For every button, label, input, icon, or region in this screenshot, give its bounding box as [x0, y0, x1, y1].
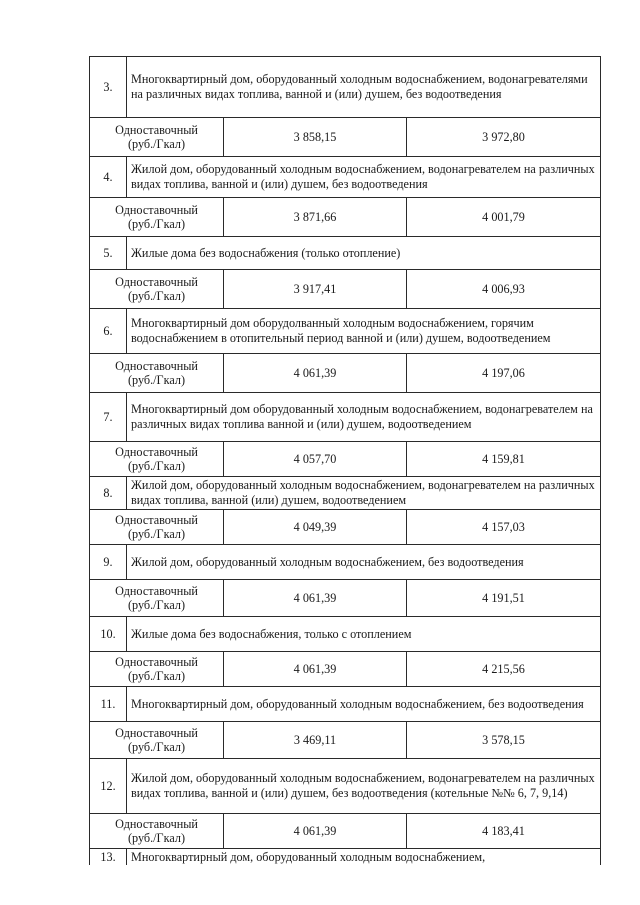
tariff-value-period-2: 4 215,56 — [407, 652, 601, 687]
row-number: 6. — [90, 309, 127, 354]
tariff-row — [90, 580, 601, 617]
category-row — [90, 57, 601, 118]
tariff-value-period-1: 3 469,11 — [224, 722, 407, 759]
tariff-row — [90, 354, 601, 393]
tariff-value-period-1: 4 061,39 — [224, 814, 407, 849]
rate-unit-label: (руб./Гкал) — [128, 459, 185, 473]
consumer-category-description: Жилой дом, оборудованный холодным водоснабжением, водонагревателем на различных видах топлива, ванной и (или) душем, без водоотведения — [127, 157, 601, 198]
tariff-value-period-2: 4 191,51 — [407, 580, 601, 617]
rate-unit-label: (руб./Гкал) — [128, 598, 185, 612]
rate-type-cell — [90, 354, 224, 393]
tariff-row — [90, 722, 601, 759]
category-row — [90, 759, 601, 814]
rate-type-cell — [90, 118, 224, 157]
rate-type-label: Одноставочный — [115, 584, 198, 598]
rate-type-label: Одноставочный — [115, 817, 198, 831]
rate-unit-label: (руб./Гкал) — [128, 373, 185, 387]
row-number: 11. — [90, 687, 127, 722]
rate-unit-label: (руб./Гкал) — [128, 669, 185, 683]
tariff-table-body — [90, 57, 601, 866]
tariff-row — [90, 814, 601, 849]
consumer-category-description: Жилой дом, оборудованный холодным водоснабжением, без водоотведения — [127, 545, 601, 580]
tariff-row — [90, 118, 601, 157]
rate-type-label: Одноставочный — [115, 513, 198, 527]
row-number: 7. — [90, 393, 127, 442]
tariff-value-period-1: 3 917,41 — [224, 270, 407, 309]
tariff-value-period-1: 4 057,70 — [224, 442, 407, 477]
category-row — [90, 687, 601, 722]
category-row — [90, 309, 601, 354]
rate-type-label: Одноставочный — [115, 359, 198, 373]
rate-unit-label: (руб./Гкал) — [128, 831, 185, 845]
tariff-value-period-2: 3 578,15 — [407, 722, 601, 759]
tariff-value-period-1: 4 061,39 — [224, 580, 407, 617]
consumer-category-description: Многоквартирный дом, оборудованный холодным водоснабжением, без водоотведения — [127, 687, 601, 722]
rate-unit-label: (руб./Гкал) — [128, 217, 185, 231]
category-row — [90, 237, 601, 270]
tariff-row — [90, 198, 601, 237]
tariff-value-period-2: 4 197,06 — [407, 354, 601, 393]
rate-type-cell — [90, 652, 224, 687]
consumer-category-description: Многоквартирный дом оборудованный холодным водоснабжением, водонагревателем на различных видах топлива ванной и (или) душем, водоотведением — [127, 393, 601, 442]
row-number: 3. — [90, 57, 127, 118]
consumer-category-description: Жилые дома без водоснабжения, только с отоплением — [127, 617, 601, 652]
category-row — [90, 617, 601, 652]
rate-unit-label: (руб./Гкал) — [128, 137, 185, 151]
category-row-partial — [90, 849, 601, 866]
consumer-category-description: Жилые дома без водоснабжения (только отопление) — [127, 237, 601, 270]
rate-type-label: Одноставочный — [115, 655, 198, 669]
tariff-value-period-1: 3 858,15 — [224, 118, 407, 157]
tariff-value-period-2: 3 972,80 — [407, 118, 601, 157]
consumer-category-description: Жилой дом, оборудованный холодным водоснабжением, водонагревателем на различных видах топлива, ванной (или) душем, водоотведением — [127, 477, 601, 510]
tariff-value-period-1: 4 049,39 — [224, 510, 407, 545]
tariff-value-period-1: 3 871,66 — [224, 198, 407, 237]
rate-type-label: Одноставочный — [115, 445, 198, 459]
tariff-row — [90, 652, 601, 687]
rate-type-label: Одноставочный — [115, 123, 198, 137]
tariff-value-period-2: 4 006,93 — [407, 270, 601, 309]
rate-type-label: Одноставочный — [115, 203, 198, 217]
tariff-table — [89, 56, 601, 865]
row-number: 5. — [90, 237, 127, 270]
category-row — [90, 545, 601, 580]
row-number: 4. — [90, 157, 127, 198]
rate-type-cell — [90, 580, 224, 617]
consumer-category-description: Многоквартирный дом, оборудованный холодным водоснабжением, — [127, 849, 601, 866]
rate-type-cell — [90, 198, 224, 237]
rate-type-cell — [90, 270, 224, 309]
row-number: 9. — [90, 545, 127, 580]
category-row — [90, 393, 601, 442]
tariff-value-period-2: 4 001,79 — [407, 198, 601, 237]
tariff-value-period-2: 4 157,03 — [407, 510, 601, 545]
category-row — [90, 157, 601, 198]
tariff-value-period-2: 4 159,81 — [407, 442, 601, 477]
consumer-category-description: Многоквартирный дом, оборудованный холодным водоснабжением, водонагревателями на различных видах топлива, ванной и (или) душем, без водоотведения — [127, 57, 601, 118]
tariff-row — [90, 270, 601, 309]
consumer-category-description: Жилой дом, оборудованный холодным водоснабжением, водонагревателем на различных видах топлива, ванной и (или) душем, без водоотведения (котельные №№ 6, 7, 9,14) — [127, 759, 601, 814]
tariff-value-period-1: 4 061,39 — [224, 354, 407, 393]
tariff-row — [90, 442, 601, 477]
tariff-value-period-2: 4 183,41 — [407, 814, 601, 849]
rate-unit-label: (руб./Гкал) — [128, 289, 185, 303]
rate-unit-label: (руб./Гкал) — [128, 527, 185, 541]
tariff-value-period-1: 4 061,39 — [224, 652, 407, 687]
rate-type-cell — [90, 814, 224, 849]
rate-type-cell — [90, 722, 224, 759]
tariff-row — [90, 510, 601, 545]
row-number: 8. — [90, 477, 127, 510]
row-number: 12. — [90, 759, 127, 814]
consumer-category-description: Многоквартирный дом оборудолванный холодным водоснабжением, горячим водоснабжением в отопительный период ванной и (или) душем, водоотведением — [127, 309, 601, 354]
rate-type-cell — [90, 442, 224, 477]
rate-unit-label: (руб./Гкал) — [128, 740, 185, 754]
rate-type-cell — [90, 510, 224, 545]
rate-type-label: Одноставочный — [115, 726, 198, 740]
row-number: 13. — [90, 849, 127, 866]
category-row — [90, 477, 601, 510]
rate-type-label: Одноставочный — [115, 275, 198, 289]
row-number: 10. — [90, 617, 127, 652]
